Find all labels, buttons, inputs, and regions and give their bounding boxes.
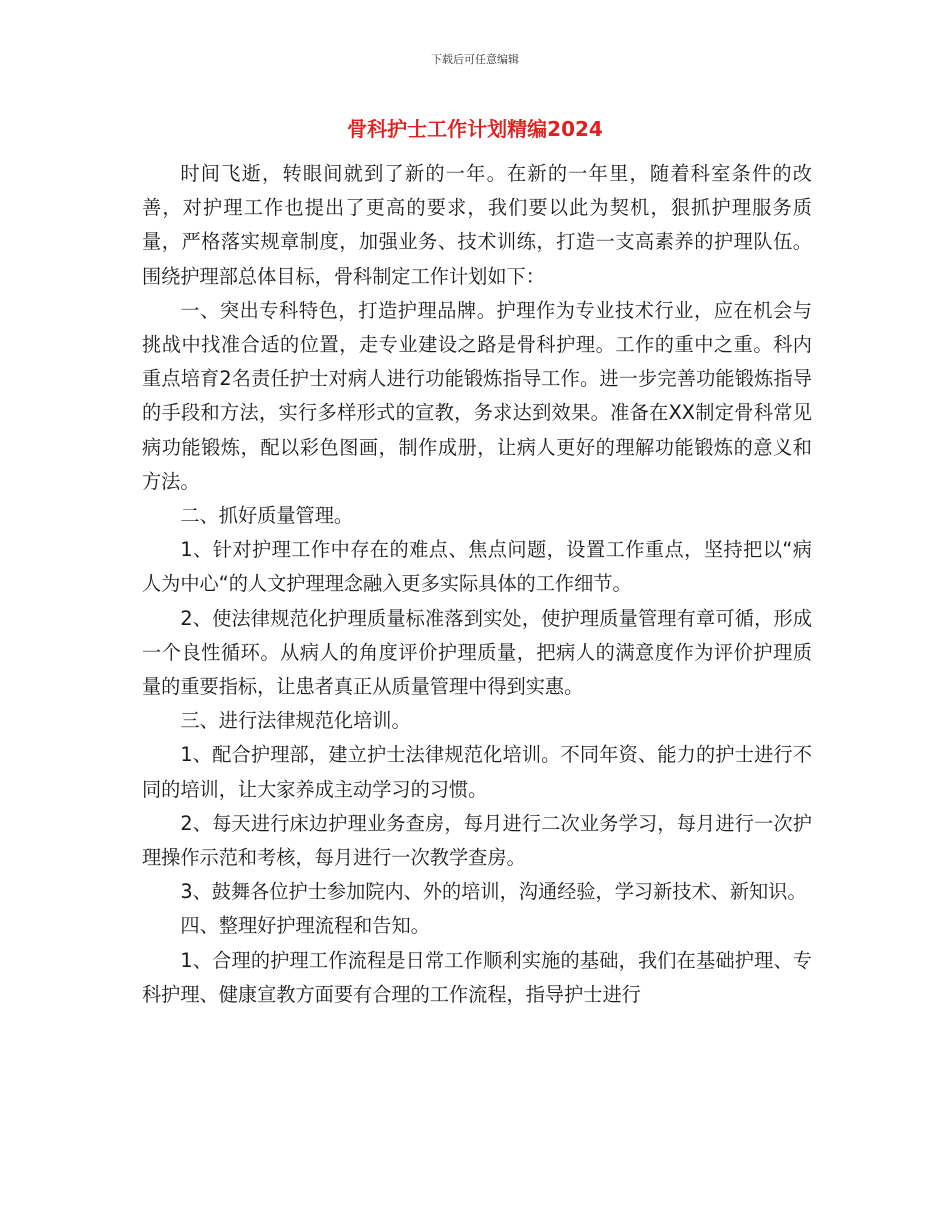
paragraph: 1、配合护理部，建立护士法律规范化培训。不同年资、能力的护士进行不同的培训，让大家养成主动学习的习惯。 bbox=[142, 743, 812, 801]
paragraph: 1、合理的护理工作流程是日常工作顺利实施的基础，我们在基础护理、专科护理、健康宣教方面要有合理的工作流程，指导护士进行 bbox=[142, 948, 812, 1006]
paragraph: 3、鼓舞各位护士参加院内、外的培训，沟通经验，学习新技术、新知识。 bbox=[180, 880, 807, 904]
document-title: 骨科护士工作计划精编2024 bbox=[347, 117, 603, 141]
paragraph: 三、进行法律规范化培训。 bbox=[180, 709, 411, 733]
paragraph: 四、整理好护理流程和告知。 bbox=[180, 914, 430, 938]
paragraph: 2、每天进行床边护理业务查房，每月进行二次业务学习，每月进行一次护理操作示范和考核，每月进行一次教学查房。 bbox=[142, 811, 812, 870]
paragraph: 一、突出专科特色，打造护理品牌。护理作为专业技术行业，应在机会与挑战中找准合适的位置，走专业建设之路是骨科护理。工作的重中之重。科内重点培育2名责任护士对病人进行功能锻炼指导工作。进一步完善功能锻炼指导的手段和方法，实行多样形式的宣教，务求达到效果。准备在XX制定骨科常见病功能锻炼，配以彩色图画，制作成册，让病人更好的理解功能锻炼的意义和方法。 bbox=[142, 298, 812, 493]
paragraph: 时间飞逝，转眼间就到了新的一年。在新的一年里，随着科室条件的改善，对护理工作也提出了更高的要求，我们要以此为契机，狠抓护理服务质量，严格落实规章制度，加强业务、技术训练，打造一支高素养的护理队伍。围绕护理部总体目标，骨科制定工作计划如下： bbox=[142, 162, 812, 288]
header-note: 下载后可任意编辑 bbox=[431, 53, 519, 66]
paragraph: 二、抓好质量管理。 bbox=[180, 504, 354, 528]
paragraph: 2、使法律规范化护理质量标准落到实处，使护理质量管理有章可循，形成一个良性循环。从病人的角度评价护理质量，把病人的满意度作为评价护理质量的重要指标，让患者真正从质量管理中得到实惠。 bbox=[142, 606, 812, 699]
paragraph: 1、针对护理工作中存在的难点、焦点问题，设置工作重点，坚持把以“病人为中心“的人文护理理念融入更多实际具体的工作细节。 bbox=[142, 538, 812, 596]
document-body bbox=[142, 157, 812, 1012]
